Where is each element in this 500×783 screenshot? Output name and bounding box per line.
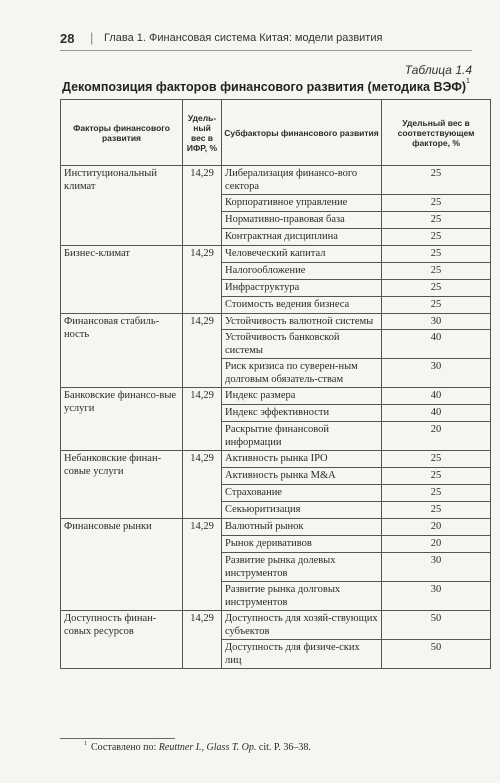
factor-cell: Банковские финансо-вые услуги: [61, 388, 183, 451]
table-row: [61, 246, 491, 263]
subfactor-weight-cell: 30: [382, 314, 491, 330]
subfactor-cell: Налогообложение: [222, 263, 382, 280]
subfactor-weight-cell: 25: [382, 263, 491, 280]
subfactor-cell: Либерализация финансо-вого сектора: [222, 166, 382, 195]
factor-weight-cell: 14,29: [183, 451, 222, 519]
subfactor-cell: Активность рынка IPO: [222, 451, 382, 468]
subfactor-cell: Рынок деривативов: [222, 536, 382, 553]
factor-weight-cell: 14,29: [183, 246, 222, 314]
subfactor-weight-cell: 25: [382, 451, 491, 468]
subfactor-weight-cell: 25: [382, 468, 491, 485]
subfactor-weight-cell: 25: [382, 502, 491, 519]
subfactor-cell: Активность рынка M&A: [222, 468, 382, 485]
factor-weight-cell: 14,29: [183, 314, 222, 388]
column-header-weight: Удель-ный вес в ИФР, %: [183, 100, 222, 166]
running-header: [60, 28, 472, 51]
subfactor-cell: Устойчивость банковской системы: [222, 330, 382, 359]
subfactor-weight-cell: 25: [382, 166, 491, 195]
subfactor-weight-cell: 25: [382, 195, 491, 212]
table-row: [61, 314, 491, 330]
footnote: [84, 742, 311, 753]
header-separator: |: [90, 30, 94, 45]
subfactor-cell: Секьюритизация: [222, 502, 382, 519]
footnote-authors: Reuttner I., Glass T. Op.: [158, 742, 257, 753]
footnote-suffix: cit. P. 36–38.: [256, 742, 311, 753]
page-number: 28: [60, 31, 75, 46]
factor-cell: Доступность финан-совых ресурсов: [61, 611, 183, 669]
subfactor-cell: Развитие рынка долевых инструментов: [222, 553, 382, 582]
subfactor-cell: Раскрытие финансовой информации: [222, 422, 382, 451]
footnote-marker: 1: [84, 741, 87, 747]
chapter-title: Глава 1. Финансовая система Китая: модели развития: [104, 32, 383, 44]
factors-table: [60, 99, 491, 669]
subfactor-weight-cell: 25: [382, 229, 491, 246]
factor-cell: Бизнес-климат: [61, 246, 183, 314]
factor-cell: Институциональный климат: [61, 166, 183, 246]
subfactor-weight-cell: 40: [382, 388, 491, 405]
factor-cell: Финансовая стабиль-ность: [61, 314, 183, 388]
subfactor-weight-cell: 25: [382, 485, 491, 502]
table-title-footnote-ref: 1: [466, 78, 470, 85]
subfactor-cell: Страхование: [222, 485, 382, 502]
factor-weight-cell: 14,29: [183, 166, 222, 246]
subfactor-weight-cell: 20: [382, 422, 491, 451]
subfactor-cell: Доступность для физиче-ских лиц: [222, 640, 382, 669]
column-header-subweight: Удельный вес в соответствующем факторе, %: [382, 100, 491, 166]
factor-cell: Финансовые рынки: [61, 519, 183, 611]
factor-weight-cell: 14,29: [183, 611, 222, 669]
subfactor-weight-cell: 40: [382, 330, 491, 359]
column-header-factor: Факторы финансового развития: [61, 100, 183, 166]
subfactor-weight-cell: 20: [382, 519, 491, 536]
subfactor-cell: Риск кризиса по суверен-ным долговым обязатель-ствам: [222, 359, 382, 388]
subfactor-weight-cell: 20: [382, 536, 491, 553]
footnote-prefix: Составлено по:: [91, 742, 159, 753]
subfactor-weight-cell: 30: [382, 582, 491, 611]
subfactor-weight-cell: 25: [382, 280, 491, 297]
table-row: [61, 611, 491, 640]
subfactor-cell: Устойчивость валютной системы: [222, 314, 382, 330]
subfactor-cell: Контрактная дисциплина: [222, 229, 382, 246]
subfactor-weight-cell: 50: [382, 611, 491, 640]
table-header-row: [61, 100, 491, 166]
factor-weight-cell: 14,29: [183, 519, 222, 611]
factor-cell: Небанковские финан-совые услуги: [61, 451, 183, 519]
table-row: [61, 451, 491, 468]
table-title-text: Декомпозиция факторов финансового развития (методика ВЭФ): [62, 80, 467, 94]
subfactor-cell: Валютный рынок: [222, 519, 382, 536]
subfactor-weight-cell: 25: [382, 297, 491, 314]
table-label: Таблица 1.4: [404, 63, 472, 77]
subfactor-weight-cell: 40: [382, 405, 491, 422]
subfactor-cell: Стоимость ведения бизнеса: [222, 297, 382, 314]
subfactor-cell: Развитие рынка долговых инструментов: [222, 582, 382, 611]
footnote-divider: [60, 738, 175, 739]
column-header-subfactor: Субфакторы финансового развития: [222, 100, 382, 166]
subfactor-cell: Нормативно-правовая база: [222, 212, 382, 229]
subfactor-cell: Корпоративное управление: [222, 195, 382, 212]
subfactor-weight-cell: 25: [382, 212, 491, 229]
subfactor-weight-cell: 30: [382, 553, 491, 582]
table-row: [61, 166, 491, 195]
table-row: [61, 388, 491, 405]
subfactor-cell: Индекс эффективности: [222, 405, 382, 422]
subfactor-cell: Доступность для хозяй-ствующих субъектов: [222, 611, 382, 640]
factor-weight-cell: 14,29: [183, 388, 222, 451]
subfactor-cell: Индекс размера: [222, 388, 382, 405]
subfactor-weight-cell: 50: [382, 640, 491, 669]
subfactor-weight-cell: 25: [382, 246, 491, 263]
subfactor-cell: Человеческий капитал: [222, 246, 382, 263]
subfactor-cell: Инфраструктура: [222, 280, 382, 297]
subfactor-weight-cell: 30: [382, 359, 491, 388]
table-title: [60, 80, 472, 94]
table-row: [61, 519, 491, 536]
